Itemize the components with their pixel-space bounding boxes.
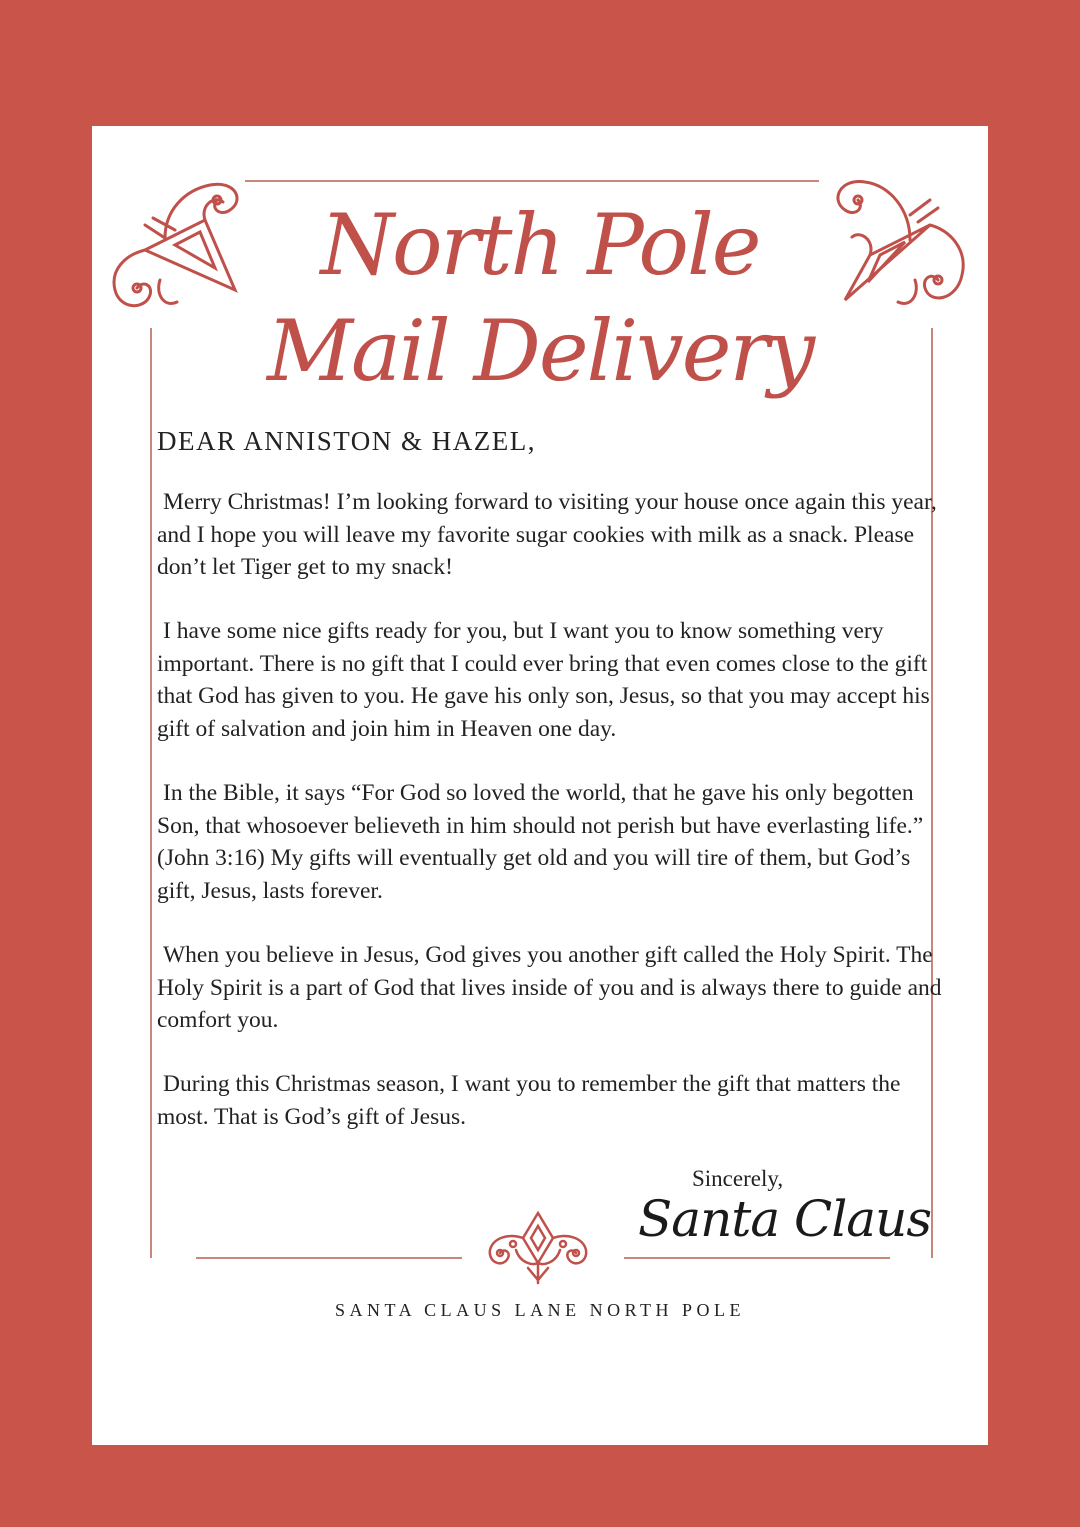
- flourish-ornament-bottom-center: [478, 1208, 598, 1288]
- bottom-rule-right: [624, 1257, 890, 1259]
- bottom-rule-left: [196, 1257, 462, 1259]
- letter-paragraph-1: Merry Christmas! I’m looking forward to visiting your house once again this year, and I hope you will leave my favorite sugar cookies with milk as a snack. Please don’t let Tiger get to my snack!: [157, 489, 937, 580]
- letter-title-line2: Mail Delivery: [266, 302, 814, 400]
- letter-closing: Sincerely,: [692, 1166, 784, 1191]
- letter-paragraph-3: In the Bible, it says “For God so loved the world, that he gave his only begotten Son, that whosoever believeth in him should not perish but have everlasting life.” (John 3:16) My gifts will eventually get old and you will tire of them, but God’s gift, Jesus, lasts forever.: [157, 780, 924, 904]
- santa-signature: Santa Claus: [638, 1190, 931, 1248]
- letter-paragraph-2: I have some nice gifts ready for you, but I want you to know something very important. There is no gift that I could ever bring that even comes close to the gift that God has given to you. He gave his only son, Jesus, so that you may accept his gift of salvation and join him in Heaven one day.: [157, 618, 930, 742]
- letter-paragraph-4: When you believe in Jesus, God gives you another gift called the Holy Spirit. The Holy Spirit is a part of God that lives inside of you and is always there to guide and comfort you.: [157, 942, 942, 1033]
- footer-address: SANTA CLAUS LANE NORTH POLE: [335, 1300, 745, 1320]
- letter-title-line1: North Pole: [320, 196, 760, 294]
- left-rule: [150, 328, 152, 1258]
- letter-paragraph-5: During this Christmas season, I want you to remember the gift that matters the most. That is God’s gift of Jesus.: [157, 1071, 901, 1130]
- letter-greeting: DEAR ANNISTON & HAZEL,: [157, 426, 536, 456]
- top-rule: [245, 180, 819, 182]
